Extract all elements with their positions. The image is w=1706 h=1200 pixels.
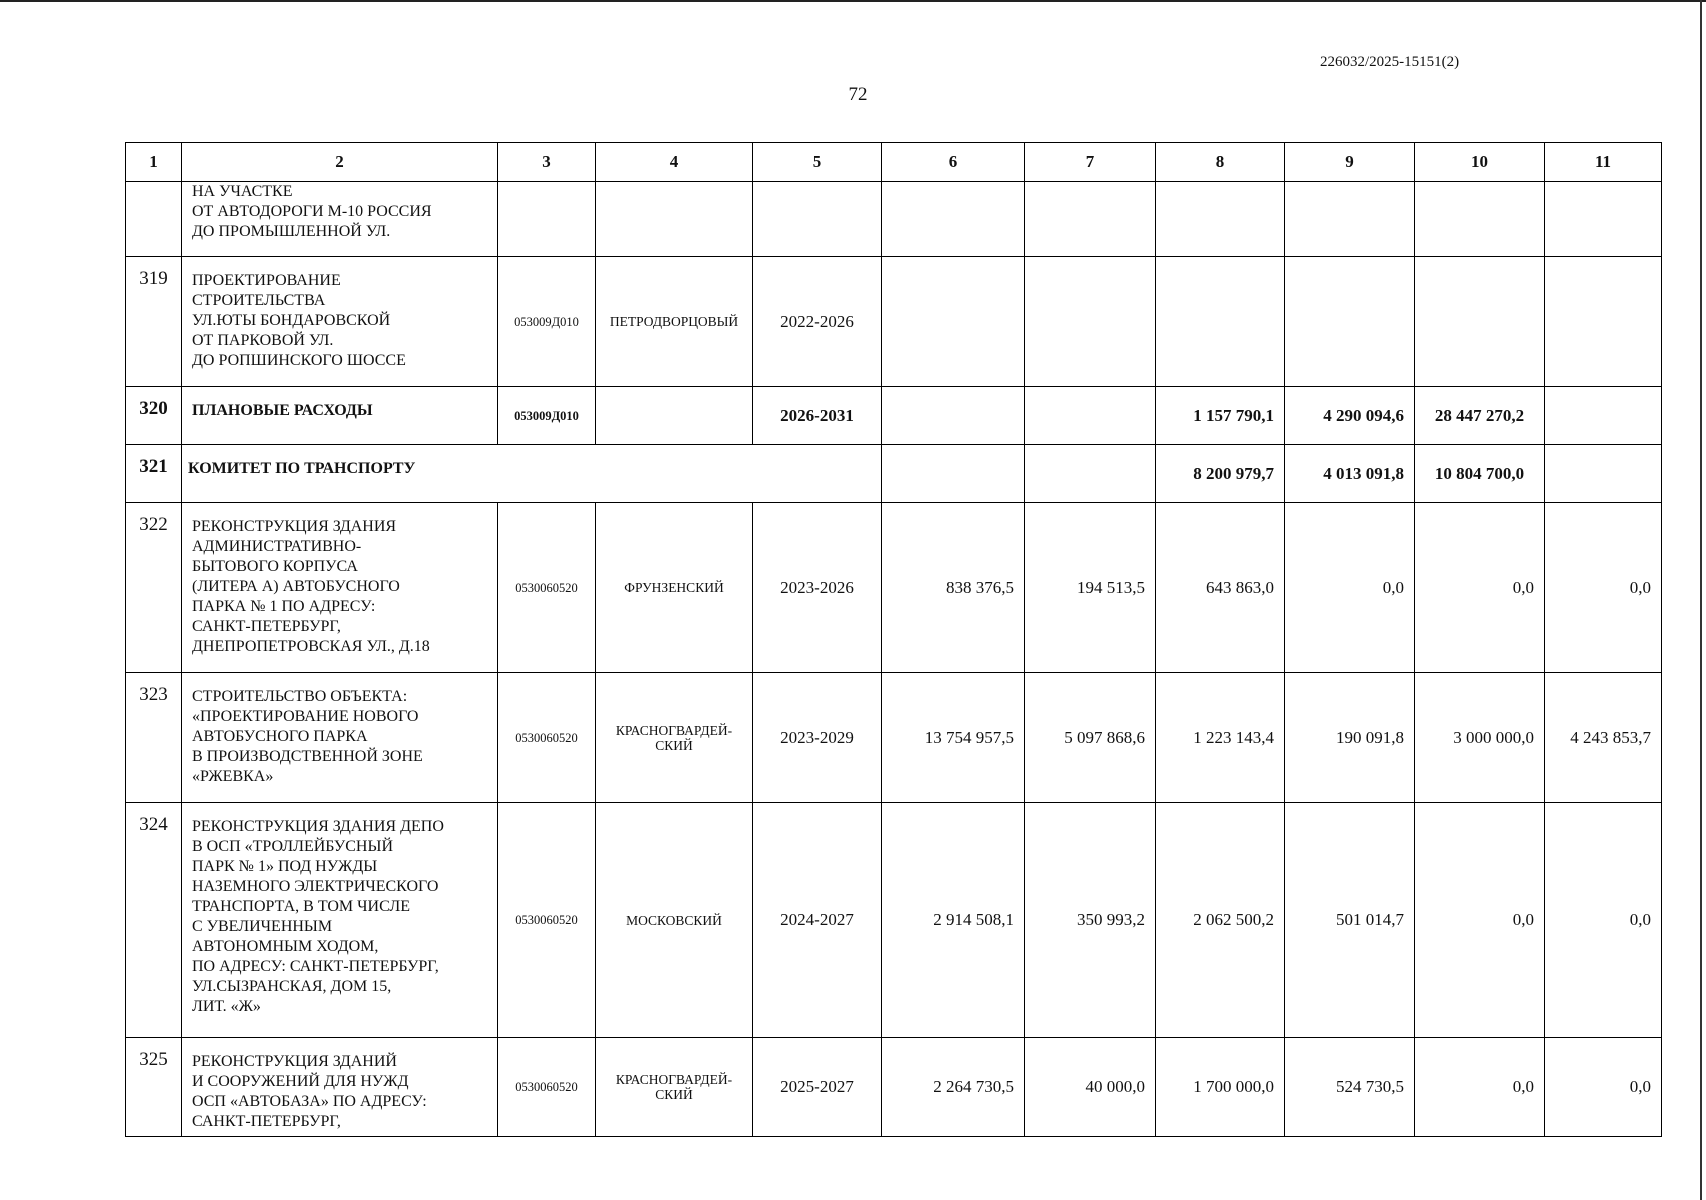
cell-c6 bbox=[882, 182, 1025, 257]
cell-c10: 10 804 700,0 bbox=[1415, 445, 1545, 503]
table-row bbox=[126, 803, 1662, 1038]
cell-c11: 4 243 853,7 bbox=[1545, 673, 1662, 803]
cell-name: СТРОИТЕЛЬСТВО ОБЪЕКТА: «ПРОЕКТИРОВАНИЕ НОВОГО АВТОБУСНОГО ПАРКА В ПРОИЗВОДСТВЕННОЙ ЗОНЕ «РЖЕВКА» bbox=[182, 673, 498, 803]
cell-c8: 643 863,0 bbox=[1156, 503, 1285, 673]
top-border-line bbox=[0, 0, 1706, 2]
cell-c9 bbox=[1285, 257, 1415, 387]
cell-c10: 0,0 bbox=[1415, 1038, 1545, 1137]
column-header: 7 bbox=[1025, 143, 1156, 182]
cell-name: РЕКОНСТРУКЦИЯ ЗДАНИЯ АДМИНИСТРАТИВНО- БЫТОВОГО КОРПУСА (ЛИТЕРА А) АВТОБУСНОГО ПАРКА № 1 ПО АДРЕСУ: САНКТ-ПЕТЕРБУРГ, ДНЕПРОПЕТРОВСКАЯ УЛ., Д.18 bbox=[182, 503, 498, 673]
cell-c10: 3 000 000,0 bbox=[1415, 673, 1545, 803]
cell-name: НА УЧАСТКЕ ОТ АВТОДОРОГИ М-10 РОССИЯ ДО ПРОМЫШЛЕННОЙ УЛ. bbox=[182, 182, 498, 257]
cell-name: РЕКОНСТРУКЦИЯ ЗДАНИЙ И СООРУЖЕНИЙ ДЛЯ НУЖД ОСП «АВТОБАЗА» ПО АДРЕСУ: САНКТ-ПЕТЕРБУРГ, bbox=[182, 1038, 498, 1137]
cell-district: ФРУНЗЕНСКИЙ bbox=[596, 503, 753, 673]
table-row bbox=[126, 387, 1662, 445]
cell-c9: 4 290 094,6 bbox=[1285, 387, 1415, 445]
cell-c9: 524 730,5 bbox=[1285, 1038, 1415, 1137]
cell-c9: 190 091,8 bbox=[1285, 673, 1415, 803]
table-row bbox=[126, 503, 1662, 673]
cell-c6 bbox=[882, 257, 1025, 387]
cell-c7: 40 000,0 bbox=[1025, 1038, 1156, 1137]
cell-c7: 194 513,5 bbox=[1025, 503, 1156, 673]
cell-c9: 501 014,7 bbox=[1285, 803, 1415, 1038]
cell-code: 053009Д010 bbox=[498, 257, 596, 387]
cell-c8: 1 157 790,1 bbox=[1156, 387, 1285, 445]
table-header-row bbox=[126, 143, 1662, 182]
cell-c8 bbox=[1156, 257, 1285, 387]
cell-c10: 28 447 270,2 bbox=[1415, 387, 1545, 445]
cell-district bbox=[596, 387, 753, 445]
cell-c6 bbox=[882, 387, 1025, 445]
cell-c7: 350 993,2 bbox=[1025, 803, 1156, 1038]
cell-code: 0530060520 bbox=[498, 503, 596, 673]
cell-name: ПРОЕКТИРОВАНИЕ СТРОИТЕЛЬСТВА УЛ.ЮТЫ БОНДАРОВСКОЙ ОТ ПАРКОВОЙ УЛ. ДО РОПШИНСКОГО ШОССЕ bbox=[182, 257, 498, 387]
cell-name: КОМИТЕТ ПО ТРАНСПОРТУ bbox=[182, 445, 882, 503]
cell-district: ПЕТРОДВОРЦОВЫЙ bbox=[596, 257, 753, 387]
column-header: 3 bbox=[498, 143, 596, 182]
cell-code: 053009Д010 bbox=[498, 387, 596, 445]
cell-c8: 8 200 979,7 bbox=[1156, 445, 1285, 503]
cell-c8 bbox=[1156, 182, 1285, 257]
cell-years bbox=[753, 182, 882, 257]
cell-years: 2025-2027 bbox=[753, 1038, 882, 1137]
table-row bbox=[126, 1038, 1662, 1137]
cell-name: РЕКОНСТРУКЦИЯ ЗДАНИЯ ДЕПО В ОСП «ТРОЛЛЕЙБУСНЫЙ ПАРК № 1» ПОД НУЖДЫ НАЗЕМНОГО ЭЛЕКТРИЧЕСКОГО ТРАНСПОРТА, В ТОМ ЧИСЛЕ С УВЕЛИЧЕННЫМ АВТОНОМНЫМ ХОДОМ, ПО АДРЕСУ: САНКТ-ПЕТЕРБУРГ, УЛ.СЫЗРАНСКАЯ, ДОМ 15, ЛИТ. «Ж» bbox=[182, 803, 498, 1038]
cell-years: 2024-2027 bbox=[753, 803, 882, 1038]
cell-c11 bbox=[1545, 182, 1662, 257]
cell-c11 bbox=[1545, 257, 1662, 387]
cell-c9: 0,0 bbox=[1285, 503, 1415, 673]
table-row bbox=[126, 445, 1662, 503]
column-header: 6 bbox=[882, 143, 1025, 182]
cell-name: ПЛАНОВЫЕ РАСХОДЫ bbox=[182, 387, 498, 445]
cell-num: 322 bbox=[126, 503, 182, 673]
budget-table bbox=[125, 142, 1662, 1137]
cell-c6 bbox=[882, 445, 1025, 503]
document-number: 226032/2025-15151(2) bbox=[1320, 54, 1460, 70]
cell-years: 2023-2026 bbox=[753, 503, 882, 673]
cell-code: 0530060520 bbox=[498, 803, 596, 1038]
page-number: 72 bbox=[848, 84, 868, 105]
column-header: 5 bbox=[753, 143, 882, 182]
cell-district: МОСКОВСКИЙ bbox=[596, 803, 753, 1038]
cell-c10 bbox=[1415, 182, 1545, 257]
cell-code bbox=[498, 182, 596, 257]
cell-c6: 838 376,5 bbox=[882, 503, 1025, 673]
cell-c7: 5 097 868,6 bbox=[1025, 673, 1156, 803]
cell-num: 324 bbox=[126, 803, 182, 1038]
cell-c9 bbox=[1285, 182, 1415, 257]
cell-c7 bbox=[1025, 387, 1156, 445]
cell-num: 320 bbox=[126, 387, 182, 445]
table-row bbox=[126, 257, 1662, 387]
cell-c10: 0,0 bbox=[1415, 503, 1545, 673]
right-edge-line bbox=[1700, 0, 1702, 1200]
table-row bbox=[126, 673, 1662, 803]
cell-num: 323 bbox=[126, 673, 182, 803]
cell-c11: 0,0 bbox=[1545, 1038, 1662, 1137]
cell-c9: 4 013 091,8 bbox=[1285, 445, 1415, 503]
cell-district: КРАСНОГВАРДЕЙ- СКИЙ bbox=[596, 1038, 753, 1137]
column-header: 8 bbox=[1156, 143, 1285, 182]
cell-code: 0530060520 bbox=[498, 673, 596, 803]
cell-c6: 2 914 508,1 bbox=[882, 803, 1025, 1038]
column-header: 9 bbox=[1285, 143, 1415, 182]
column-header: 11 bbox=[1545, 143, 1662, 182]
cell-years: 2023-2029 bbox=[753, 673, 882, 803]
column-header: 4 bbox=[596, 143, 753, 182]
cell-years: 2026-2031 bbox=[753, 387, 882, 445]
cell-years: 2022-2026 bbox=[753, 257, 882, 387]
table-row bbox=[126, 182, 1662, 257]
cell-c8: 1 223 143,4 bbox=[1156, 673, 1285, 803]
cell-c6: 2 264 730,5 bbox=[882, 1038, 1025, 1137]
column-header: 2 bbox=[182, 143, 498, 182]
cell-num: 319 bbox=[126, 257, 182, 387]
cell-district bbox=[596, 182, 753, 257]
cell-c8: 1 700 000,0 bbox=[1156, 1038, 1285, 1137]
cell-num: 325 bbox=[126, 1038, 182, 1137]
column-header: 1 bbox=[126, 143, 182, 182]
column-header: 10 bbox=[1415, 143, 1545, 182]
cell-code: 0530060520 bbox=[498, 1038, 596, 1137]
cell-c11 bbox=[1545, 445, 1662, 503]
cell-num bbox=[126, 182, 182, 257]
cell-c7 bbox=[1025, 445, 1156, 503]
cell-district: КРАСНОГВАРДЕЙ- СКИЙ bbox=[596, 673, 753, 803]
cell-c6: 13 754 957,5 bbox=[882, 673, 1025, 803]
cell-c10 bbox=[1415, 257, 1545, 387]
cell-num: 321 bbox=[126, 445, 182, 503]
cell-c11: 0,0 bbox=[1545, 503, 1662, 673]
cell-c11: 0,0 bbox=[1545, 803, 1662, 1038]
cell-c7 bbox=[1025, 182, 1156, 257]
cell-c7 bbox=[1025, 257, 1156, 387]
cell-c11 bbox=[1545, 387, 1662, 445]
cell-c10: 0,0 bbox=[1415, 803, 1545, 1038]
cell-c8: 2 062 500,2 bbox=[1156, 803, 1285, 1038]
